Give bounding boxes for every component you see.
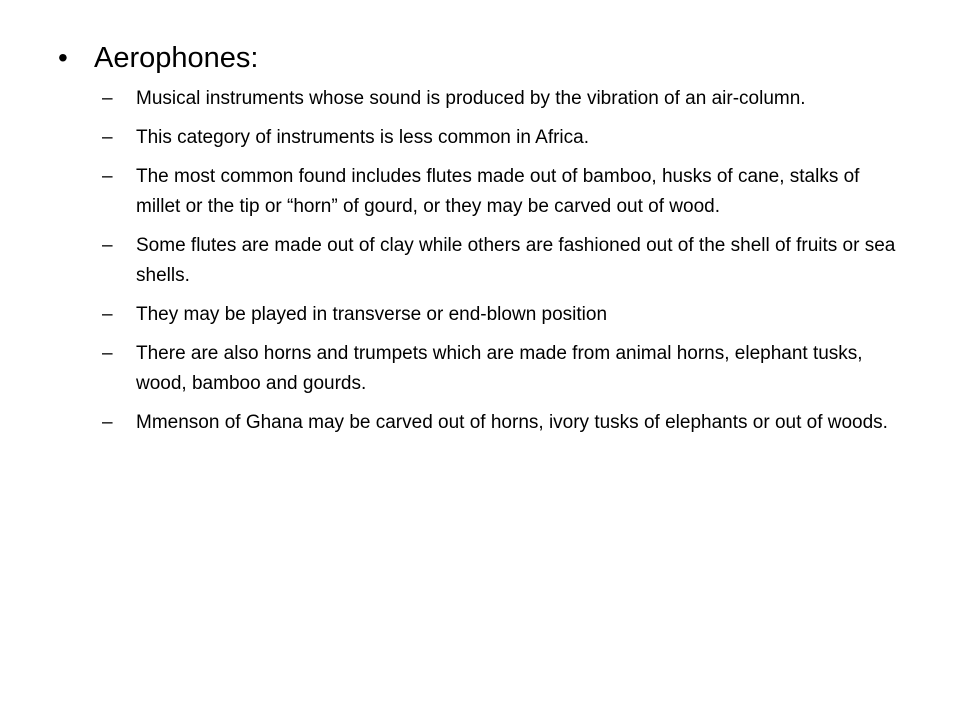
dash-icon: – bbox=[102, 127, 113, 148]
list-item bbox=[102, 339, 908, 399]
list-item-text: Musical instruments whose sound is produced by the vibration of an air-column. bbox=[136, 88, 806, 109]
dash-icon: – bbox=[102, 343, 113, 364]
list-item-text: Some flutes are made out of clay while others are fashioned out of the shell of fruits or sea shells. bbox=[136, 235, 896, 286]
list-item bbox=[102, 408, 908, 438]
list-item bbox=[102, 300, 908, 330]
sub-bullet-list bbox=[58, 84, 908, 438]
dash-icon: – bbox=[102, 166, 113, 187]
dash-icon: – bbox=[102, 235, 113, 256]
bullet-icon: • bbox=[58, 42, 68, 73]
slide-content bbox=[58, 40, 908, 447]
dash-icon: – bbox=[102, 412, 113, 433]
heading-bullet-row bbox=[58, 40, 908, 76]
list-item bbox=[102, 162, 908, 222]
list-item-text: There are also horns and trumpets which are made from animal horns, elephant tusks, wood, bamboo and gourds. bbox=[136, 343, 863, 394]
list-item bbox=[102, 231, 908, 291]
list-item-text: They may be played in transverse or end-blown position bbox=[136, 304, 608, 325]
dash-icon: – bbox=[102, 88, 113, 109]
dash-icon: – bbox=[102, 304, 113, 325]
list-item-text: The most common found includes flutes made out of bamboo, husks of cane, stalks of millet or the tip or “horn” of gourd, or they may be carved out of wood. bbox=[136, 166, 860, 217]
list-item bbox=[102, 84, 908, 114]
list-item bbox=[102, 123, 908, 153]
list-item-text: Mmenson of Ghana may be carved out of horns, ivory tusks of elephants or out of woods. bbox=[136, 412, 888, 433]
slide-heading: Aerophones: bbox=[94, 42, 259, 74]
list-item-text: This category of instruments is less common in Africa. bbox=[136, 127, 589, 148]
